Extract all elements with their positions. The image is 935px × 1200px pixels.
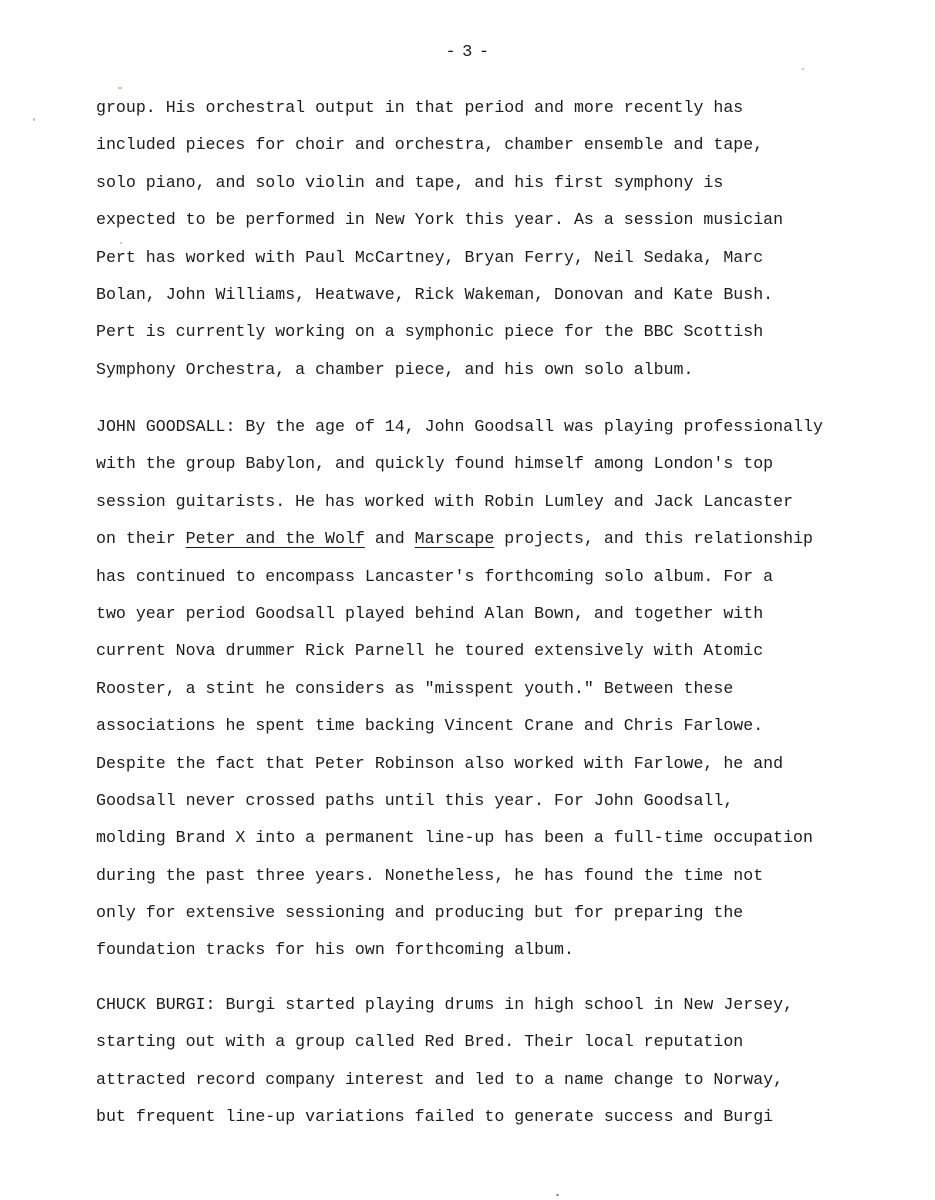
text-line: has continued to encompass Lancaster's forthcoming solo album. For a [96, 566, 774, 586]
page-number-dash-right: - [478, 43, 490, 62]
text-line: Despite the fact that Peter Robinson also worked with Farlowe, he and [96, 753, 784, 773]
text-line: associations he spent time backing Vincent Crane and Chris Farlowe. [96, 716, 764, 736]
text-line-with-titles [96, 520, 926, 557]
paragraph-pert [96, 89, 926, 388]
text-line: two year period Goodsall played behind Alan Bown, and together with [96, 603, 764, 623]
text-line: Rooster, a stint he considers as "misspent youth." Between these [96, 678, 734, 698]
scan-speck [556, 1194, 559, 1196]
scan-speck [118, 87, 122, 89]
scan-speck [33, 118, 35, 121]
text-segment: projects, and this relationship [494, 529, 813, 549]
text-line: Symphony Orchestra, a chamber piece, and his own solo album. [96, 359, 694, 379]
text-line: Pert is currently working on a symphonic piece for the BBC Scottish [96, 322, 764, 342]
text-line: molding Brand X into a permanent line-up has been a full-time occupation [96, 828, 813, 848]
text-line: but frequent line-up variations failed to generate success and Burgi [96, 1107, 774, 1127]
text-line: solo piano, and solo violin and tape, and his first symphony is [96, 172, 724, 192]
page-number [0, 43, 935, 62]
text-line: CHUCK BURGI: Burgi started playing drums in high school in New Jersey, [96, 995, 794, 1014]
underlined-title-peter-and-the-wolf: Peter and the Wolf [185, 529, 365, 549]
text-line: foundation tracks for his own forthcoming album. [96, 940, 574, 960]
text-line: during the past three years. Nonetheless, he has found the time not [96, 865, 764, 885]
paragraph-john-goodsall [96, 408, 926, 969]
text-line: included pieces for choir and orchestra, chamber ensemble and tape, [96, 135, 764, 155]
text-line: Bolan, John Williams, Heatwave, Rick Wakeman, Donovan and Kate Bush. [96, 284, 774, 304]
text-line: current Nova drummer Rick Parnell he toured extensively with Atomic [96, 641, 764, 661]
page-number-dash-left: - [445, 43, 457, 62]
page-number-value: 3 [462, 43, 473, 62]
text-line: expected to be performed in New York this year. As a session musician [96, 210, 784, 230]
text-line: with the group Babylon, and quickly found himself among London's top [96, 454, 774, 474]
text-line: session guitarists. He has worked with Robin Lumley and Jack Lancaster [96, 491, 794, 511]
text-line: starting out with a group called Red Bred. Their local reputation [96, 1032, 744, 1052]
text-line: JOHN GOODSALL: By the age of 14, John Goodsall was playing professionally [96, 417, 823, 436]
text-line: group. His orchestral output in that period and more recently has [96, 98, 744, 117]
scan-speck [802, 68, 804, 70]
text-segment: on their [96, 529, 186, 549]
scan-speck [120, 242, 122, 244]
text-line: only for extensive sessioning and producing but for preparing the [96, 903, 744, 923]
text-line: Goodsall never crossed paths until this year. For John Goodsall, [96, 790, 734, 810]
paragraph-chuck-burgi [96, 986, 926, 1136]
text-line: Pert has worked with Paul McCartney, Bryan Ferry, Neil Sedaka, Marc [96, 247, 764, 267]
text-segment: and [364, 529, 415, 549]
text-line: attracted record company interest and led to a name change to Norway, [96, 1069, 784, 1089]
underlined-title-marscape: Marscape [414, 529, 495, 549]
